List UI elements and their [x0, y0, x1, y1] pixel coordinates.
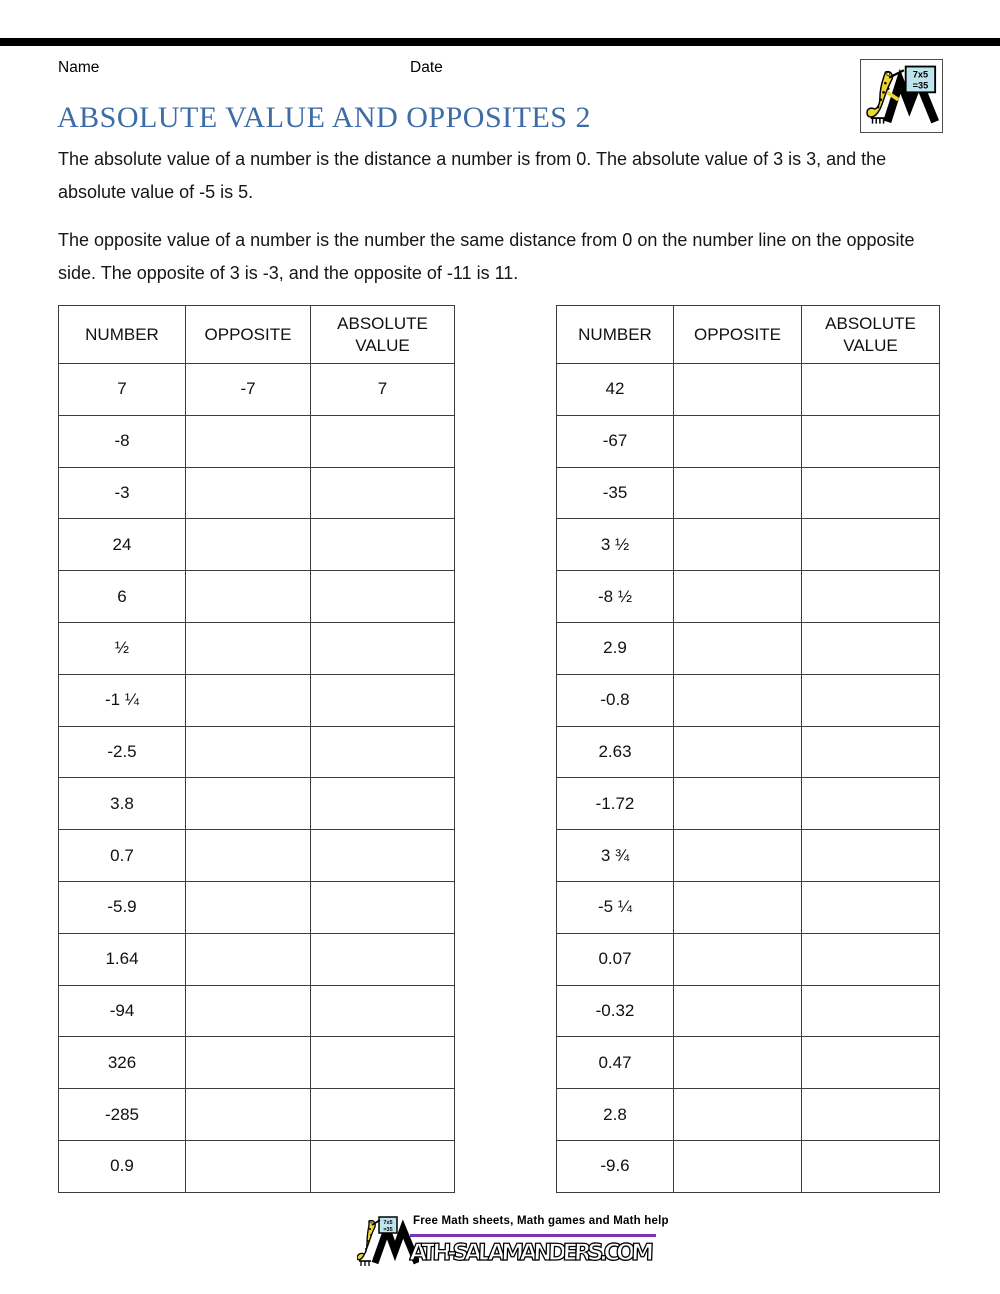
table-row [557, 985, 940, 1037]
opposite-cell [674, 364, 802, 416]
opposite-cell [186, 933, 311, 985]
footer-purple-rule [410, 1234, 656, 1237]
absolute-value-cell [311, 622, 455, 674]
footer-tagline: Free Math sheets, Math games and Math help [413, 1215, 669, 1227]
logo-board-line-2: =35 [912, 80, 928, 91]
opposite-cell [186, 726, 311, 778]
opposite-cell [674, 1089, 802, 1141]
absolute-value-cell [802, 985, 940, 1037]
opposite-cell [674, 830, 802, 882]
footer-wordmark-text: ATH-SALAMANDERS.COM [409, 1240, 655, 1266]
number-cell: 3 ¾ [557, 830, 674, 882]
table-row [59, 881, 455, 933]
absolute-value-cell [802, 1037, 940, 1089]
absolute-value-cell [802, 571, 940, 623]
absolute-value-cell [802, 933, 940, 985]
number-cell: -8 [59, 415, 186, 467]
number-cell: 0.9 [59, 1140, 186, 1192]
number-cell: 326 [59, 1037, 186, 1089]
name-label: Name [58, 59, 100, 76]
absolute-value-cell [311, 519, 455, 571]
intro-paragraph-1: The absolute value of a number is the distance a number is from 0. The absolute value of 3 is 3, and the absolute value of -5 is 5. [58, 149, 887, 202]
column-header-opposite: OPPOSITE [674, 306, 802, 364]
absolute-value-cell [311, 467, 455, 519]
number-cell: 1.64 [59, 933, 186, 985]
column-header-number: NUMBER [59, 306, 186, 364]
opposite-cell [674, 415, 802, 467]
number-cell: 7 [59, 364, 186, 416]
absolute-value-cell [802, 519, 940, 571]
absolute-value-cell [311, 1037, 455, 1089]
absolute-value-cell [311, 571, 455, 623]
table-row [59, 1037, 455, 1089]
table-row [59, 519, 455, 571]
opposite-cell [186, 622, 311, 674]
opposite-cell [674, 467, 802, 519]
table-row [59, 467, 455, 519]
table-row [59, 622, 455, 674]
worksheet-table-right [556, 305, 940, 1193]
table-row [557, 1140, 940, 1192]
opposite-cell [674, 933, 802, 985]
absolute-value-cell [311, 726, 455, 778]
number-cell: -1 ¼ [59, 674, 186, 726]
opposite-cell [674, 881, 802, 933]
top-divider-rule [0, 38, 1000, 46]
number-cell: 2.9 [557, 622, 674, 674]
table-row [59, 830, 455, 882]
number-cell: -3 [59, 467, 186, 519]
absolute-value-cell [311, 1140, 455, 1192]
opposite-cell [186, 1089, 311, 1141]
number-cell: -94 [59, 985, 186, 1037]
column-header-absolute-value: ABSOLUTE VALUE [802, 306, 940, 364]
salamander-logo-icon [863, 61, 941, 131]
absolute-value-cell [802, 778, 940, 830]
table-row [59, 726, 455, 778]
absolute-value-cell [802, 674, 940, 726]
footer-branding [357, 1211, 667, 1273]
table-row [557, 726, 940, 778]
table-row [59, 364, 455, 416]
table-row [59, 985, 455, 1037]
absolute-value-cell [311, 415, 455, 467]
opposite-cell [674, 726, 802, 778]
absolute-value-cell: 7 [311, 364, 455, 416]
absolute-value-cell [802, 881, 940, 933]
footer-board-line-1: 7x5 [383, 1220, 393, 1226]
number-cell: -0.32 [557, 985, 674, 1037]
number-cell: 3 ½ [557, 519, 674, 571]
table-row [557, 778, 940, 830]
absolute-value-cell [802, 415, 940, 467]
number-cell: 0.07 [557, 933, 674, 985]
table-row [557, 571, 940, 623]
table-row [557, 467, 940, 519]
intro-paragraph-2: The opposite value of a number is the number the same distance from 0 on the number line on the opposite side. The opposite of 3 is -3, and the opposite of -11 is 11. [58, 230, 915, 283]
table-row [557, 830, 940, 882]
table-row [557, 674, 940, 726]
absolute-value-cell [311, 933, 455, 985]
opposite-cell [186, 778, 311, 830]
column-header-number: NUMBER [557, 306, 674, 364]
absolute-value-cell [311, 674, 455, 726]
number-cell: -1.72 [557, 778, 674, 830]
number-cell: ½ [59, 622, 186, 674]
number-cell: 0.47 [557, 1037, 674, 1089]
opposite-cell [674, 571, 802, 623]
opposite-cell [186, 830, 311, 882]
number-cell: -8 ½ [557, 571, 674, 623]
table-row [557, 415, 940, 467]
number-cell: 6 [59, 571, 186, 623]
absolute-value-cell [802, 622, 940, 674]
number-cell: 2.8 [557, 1089, 674, 1141]
column-header-absolute-value: ABSOLUTE VALUE [311, 306, 455, 364]
table-row [557, 1037, 940, 1089]
number-cell: -35 [557, 467, 674, 519]
number-cell: -285 [59, 1089, 186, 1141]
number-cell: -67 [557, 415, 674, 467]
opposite-cell [186, 467, 311, 519]
absolute-value-cell [311, 881, 455, 933]
opposite-cell [186, 1037, 311, 1089]
opposite-cell: -7 [186, 364, 311, 416]
opposite-cell [674, 674, 802, 726]
number-cell: 42 [557, 364, 674, 416]
table-row [59, 933, 455, 985]
table-header-row [557, 306, 940, 364]
table-row [557, 622, 940, 674]
opposite-cell [186, 674, 311, 726]
number-cell: 0.7 [59, 830, 186, 882]
table-row [557, 881, 940, 933]
number-cell: -5 ¼ [557, 881, 674, 933]
opposite-cell [674, 519, 802, 571]
table-row [59, 1140, 455, 1192]
absolute-value-cell [802, 830, 940, 882]
number-cell: -9.6 [557, 1140, 674, 1192]
number-cell: -5.9 [59, 881, 186, 933]
table-row [59, 1089, 455, 1141]
table-row [557, 519, 940, 571]
page-title: ABSOLUTE VALUE AND OPPOSITES 2 [57, 101, 591, 134]
table-header-row [59, 306, 455, 364]
opposite-cell [674, 1037, 802, 1089]
opposite-cell [186, 571, 311, 623]
opposite-cell [674, 622, 802, 674]
absolute-value-cell [802, 364, 940, 416]
worksheet-table-left [58, 305, 455, 1193]
footer-board-line-2: =35 [383, 1227, 393, 1233]
date-label: Date [410, 59, 443, 76]
number-cell: 2.63 [557, 726, 674, 778]
opposite-cell [186, 985, 311, 1037]
table-row [59, 571, 455, 623]
opposite-cell [674, 778, 802, 830]
absolute-value-cell [311, 1089, 455, 1141]
table-row [557, 933, 940, 985]
table-row [557, 364, 940, 416]
number-cell: 24 [59, 519, 186, 571]
opposite-cell [186, 881, 311, 933]
opposite-cell [674, 1140, 802, 1192]
absolute-value-cell [802, 1140, 940, 1192]
table-row [59, 674, 455, 726]
absolute-value-cell [311, 985, 455, 1037]
opposite-cell [186, 415, 311, 467]
absolute-value-cell [311, 830, 455, 882]
number-cell: -0.8 [557, 674, 674, 726]
opposite-cell [186, 1140, 311, 1192]
absolute-value-cell [802, 467, 940, 519]
column-header-opposite: OPPOSITE [186, 306, 311, 364]
absolute-value-cell [802, 726, 940, 778]
number-cell: -2.5 [59, 726, 186, 778]
absolute-value-cell [802, 1089, 940, 1141]
table-row [557, 1089, 940, 1141]
logo-board-line-1: 7x5 [912, 69, 928, 80]
opposite-cell [674, 985, 802, 1037]
footer-wordmark [409, 1238, 657, 1266]
table-row [59, 415, 455, 467]
opposite-cell [186, 519, 311, 571]
absolute-value-cell [311, 778, 455, 830]
math-salamanders-logo [860, 59, 943, 133]
table-row [59, 778, 455, 830]
number-cell: 3.8 [59, 778, 186, 830]
